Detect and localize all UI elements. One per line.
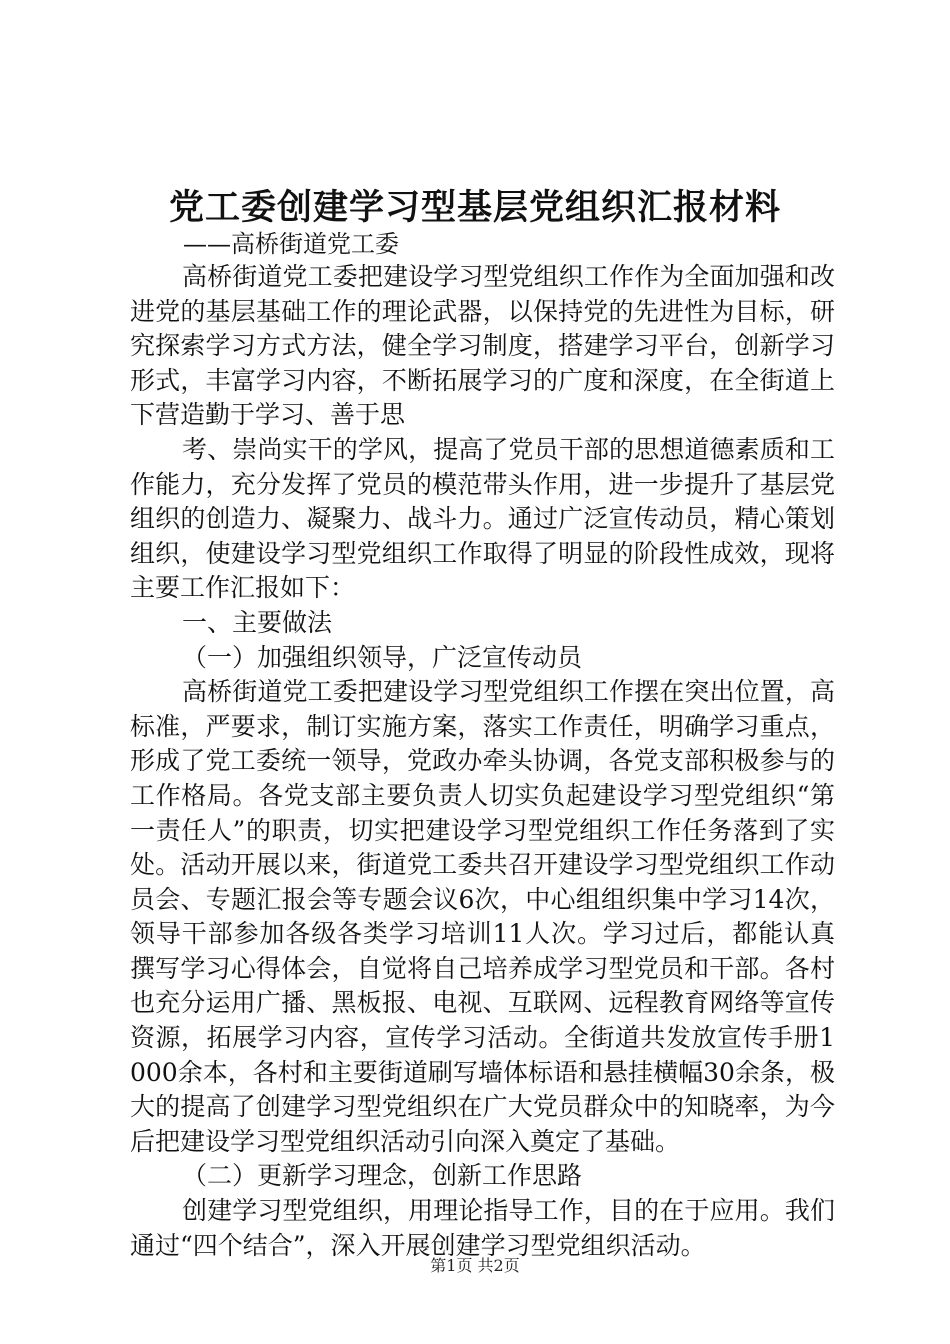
document-body — [130, 260, 835, 1263]
section-heading-main-practices: 一、主要做法 — [182, 607, 333, 637]
paragraph-intro-part-2: 考、崇尚实干的学风，提高了党员干部的思想道德素质和工作能力，充分发挥了党员的模范带头作用，进一步提升了基层党组织的创造力、凝聚力、战斗力。通过广泛宣传动员，精心策划组织，使建设学习型党组织工作取得了明显的阶段性成效，现将主要工作汇报如下： — [130, 434, 835, 603]
subsection-heading-1: （一）加强组织领导，广泛宣传动员 — [182, 642, 583, 672]
document-subtitle: ——高桥街道党工委 — [183, 230, 399, 258]
paragraph-intro-part-1: 高桥街道党工委把建设学习型党组织工作作为全面加强和改进党的基层基础工作的理论武器，以保持党的先进性为目标，研究探索学习方式方法，健全学习制度，搭建学习平台，创新学习形式，丰富学习内容，不断拓展学习的广度和深度，在全街道上下营造勤于学习、善于思 — [130, 262, 835, 430]
paragraph-subsection-1: 高桥街道党工委把建设学习型党组织工作摆在突出位置，高标准，严要求，制订实施方案，落实工作责任，明确学习重点，形成了党工委统一领导，党政办牵头协调，各党支部积极参与的工作格局。各党支部主要负责人切实负起建设学习型党组织“第一责任人”的职责，切实把建设学习型党组织工作任务落到了实处。活动开展以来，街道党工委共召开建设学习型党组织工作动员会、专题汇报会等专题会议6次，中心组组织集中学习14次，领导干部参加各级各类学习培训11人次。学习过后，都能认真撰写学习心得体会，自觉将自己培养成学习型党员和干部。各村也充分运用广播、黑板报、电视、互联网、远程教育网络等宣传资源，拓展学习内容，宣传学习活动。全街道共发放宣传手册1000余本，各村和主要街道刷写墙体标语和悬挂横幅30余条，极大的提高了创建学习型党组织在广大党员群众中的知晓率，为今后把建设学习型党组织活动引向深入奠定了基础。 — [130, 677, 835, 1156]
subsection-heading-2: （二）更新学习理念，创新工作思路 — [182, 1161, 583, 1191]
page-number-footer: 第1页 共2页 — [430, 1256, 520, 1275]
document-title: 党工委创建学习型基层党组织汇报材料 — [168, 187, 781, 228]
paragraph-subsection-2: 创建学习型党组织，用理论指导工作，目的在于应用。我们通过“四个结合”，深入开展创建学习型党组织活动。 — [130, 1196, 835, 1260]
